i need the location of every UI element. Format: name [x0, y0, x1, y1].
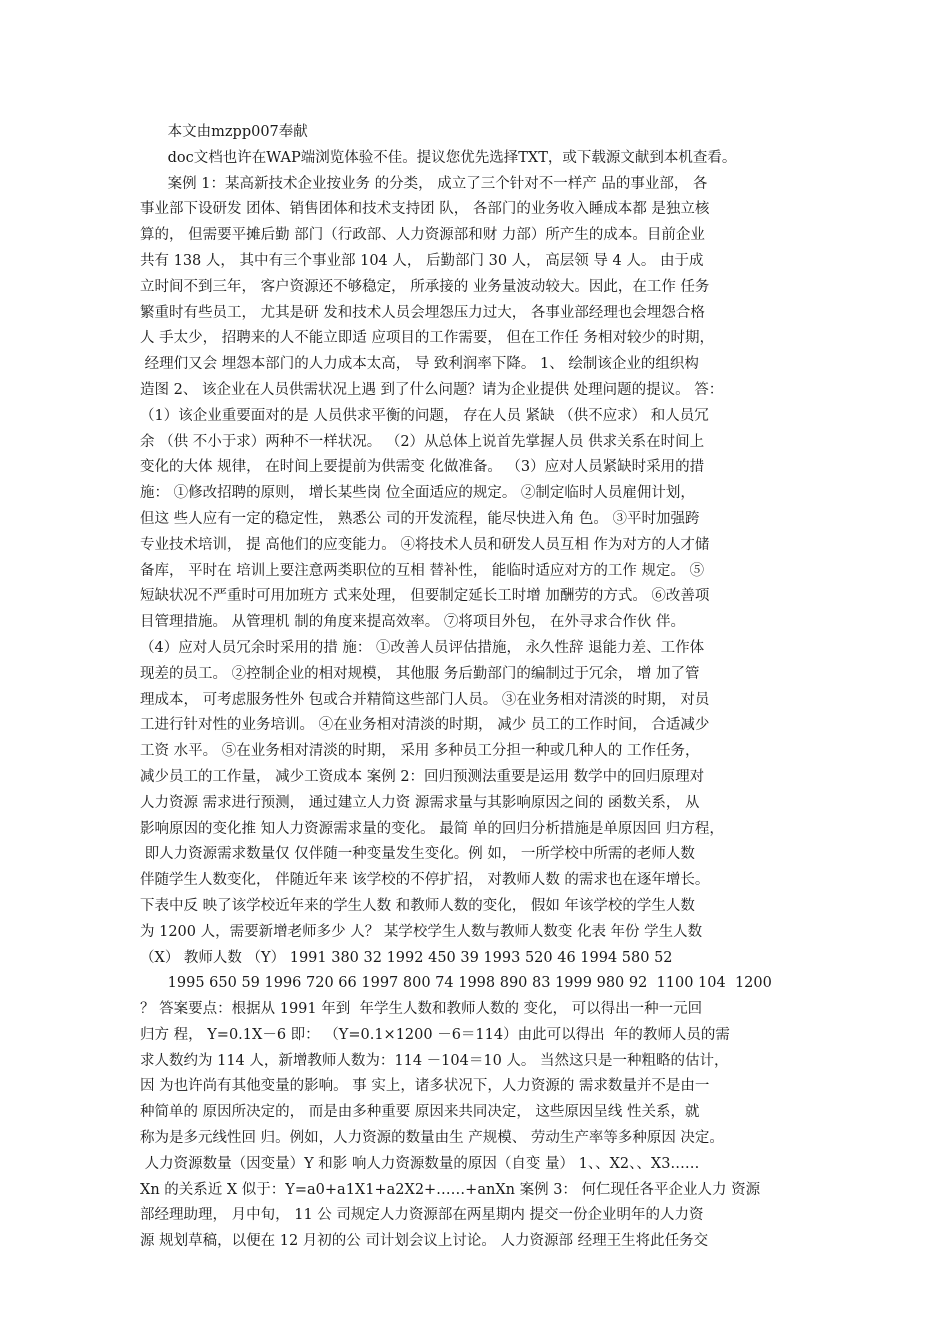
text-line: （X） 教师人数 （Y） 1991 380 32 1992 450 39 1993 520 46 1994 580 52	[140, 949, 673, 966]
text-line: 现差的员工。 ②控制企业的相对规模， 其他服 务后勤部门的编制过于冗余， 增 加了管	[140, 665, 700, 682]
text-line: doc文档也许在WAP端浏览体验不佳。提议您优先选择TXT，或下载源文献到本机查看。	[140, 149, 737, 166]
document-body	[140, 120, 820, 1255]
text-line: 人力资源 需求进行预测， 通过建立人力资 源需求量与其影响原因之间的 函数关系， 从	[140, 794, 700, 811]
text-line: 伴随学生人数变化， 伴随近年来 该学校的不停扩招， 对教师人数 的需求也在逐年增长。	[140, 872, 710, 889]
text-line: 备库， 平时在 培训上要注意两类职位的互相 替补性， 能临时适应对方的工作 规定。 ⑤	[140, 562, 705, 579]
text-line: 下表中反 映了该学校近年来的学生人数 和教师人数的变化， 假如 年该学校的学生人数	[140, 897, 695, 914]
text-line: 人力资源数量（因变量）Y 和影 响人力资源数量的原因（自变 量） 1、、X2、、X3……	[140, 1155, 700, 1172]
text-line: 施： ①修改招聘的原则， 增长某些岗 位全面适应的规定。 ②制定临时人员雇佣计划，	[140, 485, 695, 502]
text-line: 算的， 但需要平摊后勤 部门（行政部、人力资源部和财 力部）所产生的成本。目前企业	[140, 227, 705, 244]
text-line: 工资 水平。 ⑤在业务相对清淡的时期， 采用 多种员工分担一种或几种人的 工作任务，	[140, 743, 700, 760]
text-line: 短缺状况不严重时可用加班方 式来处理， 但要制定延长工时增 加酬劳的方式。 ⑥改善项	[140, 588, 710, 605]
text-line: 部经理助理， 月中旬， 11 公 司规定人力资源部在两星期内 提交一份企业明年的人力资	[140, 1207, 704, 1224]
text-line: 影响原因的变化推 知人力资源需求量的变化。 最简 单的回归分析措施是单原因回 归方程，	[140, 820, 724, 837]
text-line: 本文由mzpp007奉献	[140, 124, 308, 140]
text-line: 减少员工的工作量， 减少工资成本 案例 2：回归预测法重要是运用 数学中的回归原理对	[140, 768, 705, 785]
text-line: 求人数约为 114 人，新增教师人数为：114 －104＝10 人。 当然这只是一种粗略的估计，	[140, 1052, 729, 1069]
text-line: 工进行针对性的业务培训。 ④在业务相对清淡的时期， 减少 员工的工作时间， 合适减少	[140, 717, 710, 734]
text-line: 案例 1：某高新技术企业按业务 的分类， 成立了三个针对不一样产 品的事业部， 各	[140, 175, 708, 192]
text-line: 理成本， 可考虑服务性外 包或合并精简这些部门人员。 ③在业务相对清淡的时期， 对员	[140, 691, 710, 708]
text-line: 事业部下设研发 团体、销售团体和技术支持团 队， 各部门的业务收入睡成本都 是独立核	[140, 201, 710, 218]
text-line: 繁重时有些员工， 尤其是研 发和技术人员会埋怨压力过大， 各事业部经理也会埋怨合格	[140, 304, 705, 321]
text-line: 立时间不到三年， 客户资源还不够稳定， 所承接的 业务量波动较大。因此，在工作 任务	[140, 278, 710, 295]
text-line: 共有 138 人， 其中有三个事业部 104 人， 后勤部门 30 人， 高层领 导 4 人。 由于成	[140, 252, 704, 269]
text-line: 种简单的 原因所决定的， 而是由多种重要 原因来共同决定， 这些原因呈线 性关系，就	[140, 1104, 700, 1121]
text-line: 即人力资源需求数量仅 仅伴随一种变量发生变化。例 如， 一所学校中所需的老师人数	[140, 846, 695, 863]
text-line: 变化的大体 规律， 在时间上要提前为供需变 化做准备。 （3）应对人员紧缺时采用的措	[140, 459, 705, 476]
text-line: 但这 些人应有一定的稳定性， 熟悉公 司的开发流程，能尽快进入角 色。 ③平时加强跨	[140, 510, 700, 527]
text-line: 目管理措施。 从管理机 制的角度来提高效率。 ⑦将项目外包， 在外寻求合作伙 伴。	[140, 614, 686, 631]
text-line: 为 1200 人，需要新增老师多少 人？ 某学校学生人数与教师人数变 化表 年份 学生人数	[140, 923, 703, 940]
text-line: 余 （供 不小于求）两种不一样状况。 （2）从总体上说首先掌握人员 供求关系在时间上	[140, 433, 705, 450]
text-line: 1995 650 59 1996 720 66 1997 800 74 1998 890 83 1999 980 92 1100 104 1200	[140, 975, 772, 992]
text-line: 源 规划草稿，以便在 12 月初的公 司计划会议上讨论。 人力资源部 经理王生将此任务交	[140, 1233, 709, 1250]
text-line: （4）应对人员冗余时采用的措 施： ①改善人员评估措施， 永久性辞 退能力差、工作体	[140, 639, 705, 656]
text-line: （1）该企业重要面对的是 人员供求平衡的问题， 存在人员 紧缺 （供不应求） 和人员冗	[140, 407, 709, 424]
text-line: 造图 2、 该企业在人员供需状况上遇 到了什么问题？请为企业提供 处理问题的提议。 答：	[140, 381, 724, 398]
text-line: 因 为也许尚有其他变量的影响。 事 实上，诸多状况下，人力资源的 需求数量并不是由一	[140, 1078, 710, 1095]
text-line: ？ 答案要点：根据从 1991 年到 年学生人数和教师人数的 变化， 可以得出一种一元回	[140, 1001, 703, 1018]
text-line: 归方 程， Y=0.1X－6 即： （Y=0.1×1200 －6＝114）由此可以得出 年的教师人员的需	[140, 1026, 730, 1043]
text-line: Xn 的关系近 X 似于：Y=a0+a1X1+a2X2+……+anXn 案例 3： 何仁现任各平企业人力 资源	[140, 1181, 761, 1198]
text-line: 经理们又会 埋怨本部门的人力成本太高， 导 致利润率下降。 1、 绘制该企业的组织构	[140, 356, 699, 373]
text-line: 称为是多元线性回 归。例如，人力资源的数量由生 产规模、 劳动生产率等多种原因 决定。	[140, 1130, 724, 1147]
text-line: 人 手太少， 招聘来的人不能立即适 应项目的工作需要， 但在工作任 务相对较少的时期，	[140, 330, 715, 347]
text-line: 专业技术培训， 提 高他们的应变能力。 ④将技术人员和研发人员互相 作为对方的人才储	[140, 536, 710, 553]
